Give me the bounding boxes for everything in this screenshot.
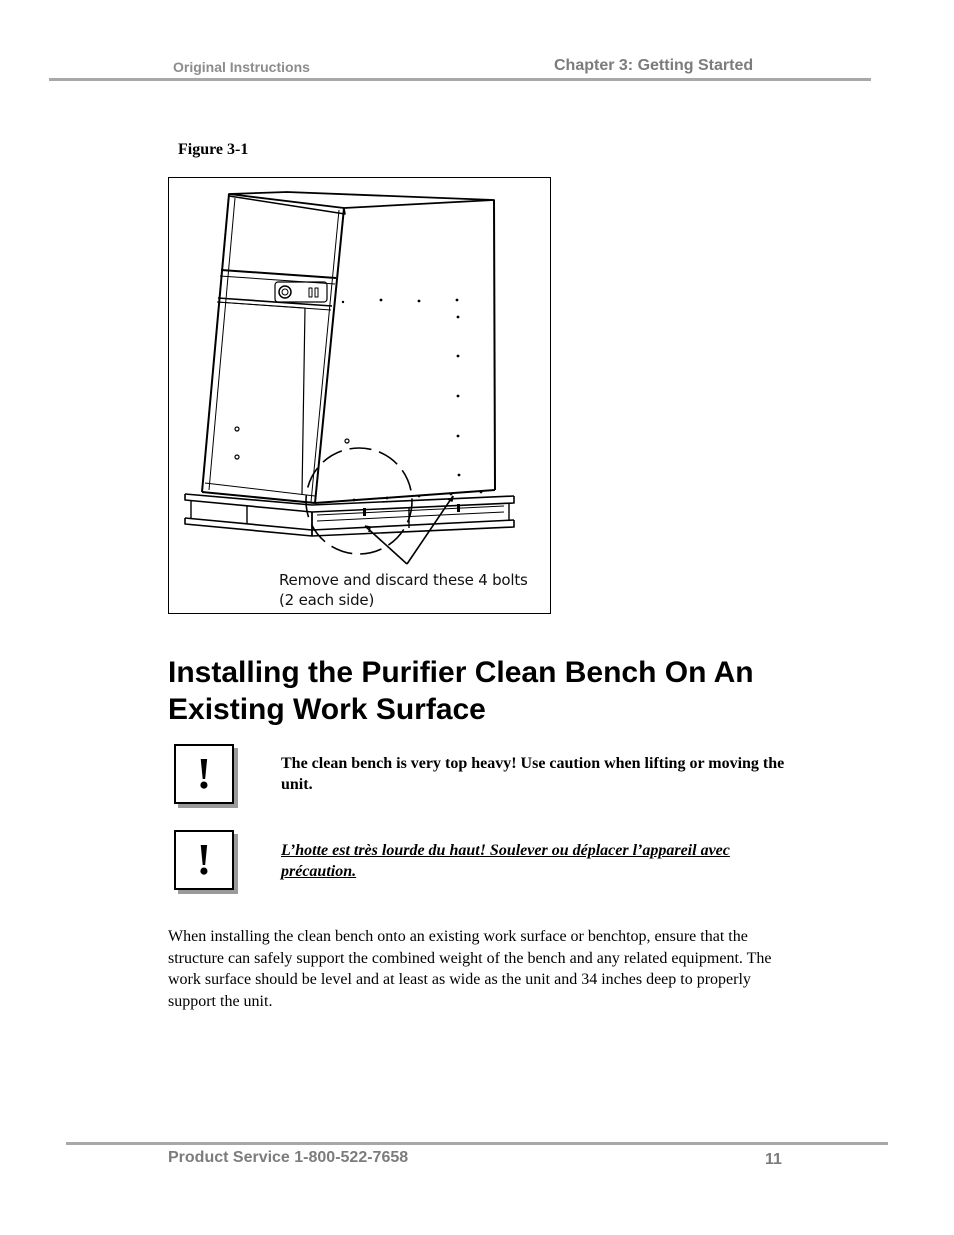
warning-icon-glyph: ! [196, 835, 212, 884]
warning-icon-glyph: ! [196, 749, 212, 798]
clean-bench-illustration [169, 178, 550, 613]
header-chapter-title: Chapter 3: Getting Started [554, 57, 754, 74]
header-left-text: Original Instructions [173, 59, 310, 75]
page-number: 11 [765, 1151, 782, 1168]
figure-note [279, 570, 528, 610]
figure-3-1 [168, 177, 551, 614]
body-paragraph: When installing the clean bench onto an existing work surface or benchtop, ensure that the structure can safely support the combined weight of the bench and any related equipment. The work surface should be level and at least as wide as the unit and 34 inches deep to properly support the unit. [168, 928, 772, 1010]
header-divider [49, 78, 871, 81]
warning-exclamation-icon [174, 744, 234, 804]
figure-note-line-2: (2 each side) [279, 591, 375, 609]
warning-text-english: The clean bench is very top heavy! Use caution when lifting or moving the unit. [281, 755, 785, 793]
figure-caption: Figure 3-1 [178, 141, 249, 158]
warning-text-french: L’hotte est très lourde du haut! Soulever ou déplacer l’appareil avec précaution. [281, 842, 730, 880]
footer-divider [66, 1142, 888, 1145]
figure-note-line-1: Remove and discard these 4 bolts [279, 571, 528, 589]
section-heading: Installing the Purifier Clean Bench On An Existing Work Surface [168, 656, 754, 726]
warning-exclamation-icon [174, 830, 234, 890]
footer-product-service: Product Service 1-800-522-7658 [168, 1149, 409, 1166]
